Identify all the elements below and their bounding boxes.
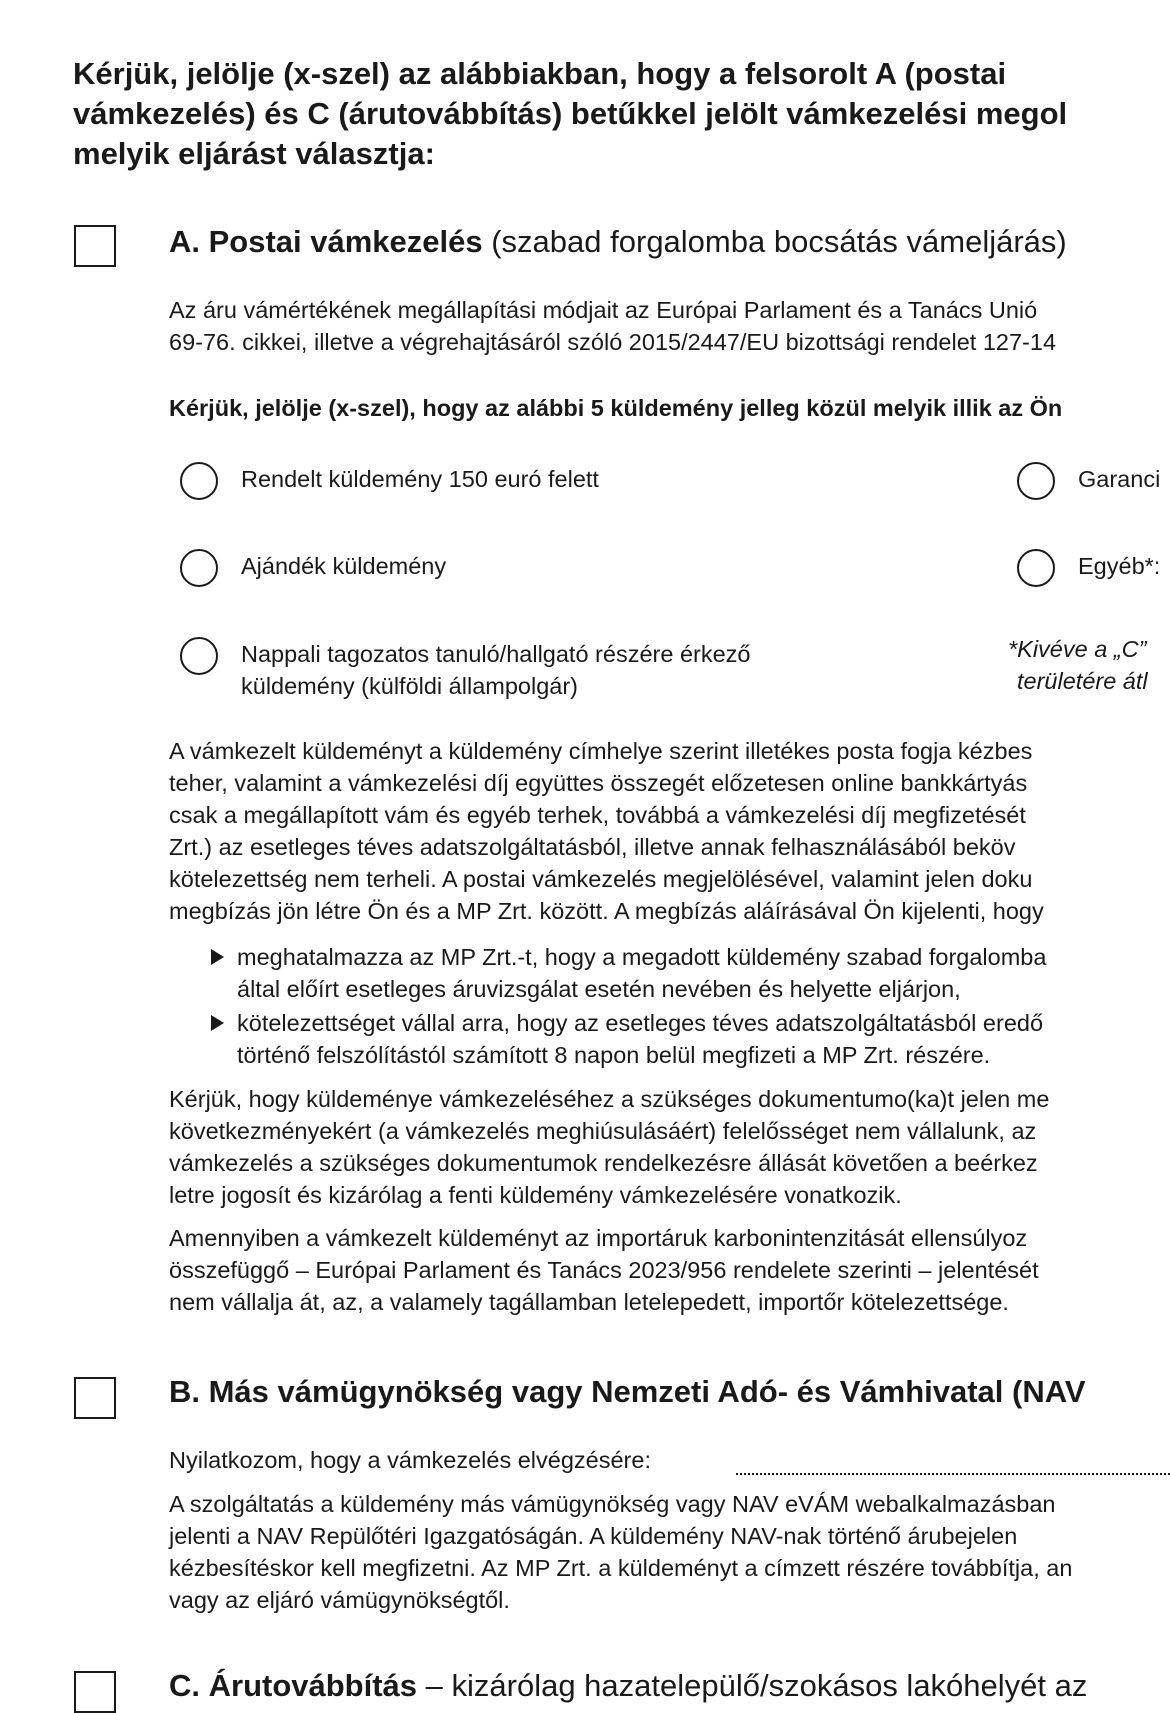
section-c-title-rest: – kizárólag hazatelepülő/szokásos lakóhelyét az xyxy=(417,1668,1088,1703)
option-student-label xyxy=(241,638,750,702)
option-ordered-shipment-label: Rendelt küldemény 150 euró felett xyxy=(241,466,599,492)
section-c-title-bold: C. Árutovábbítás xyxy=(169,1668,418,1703)
section-b-paragraph xyxy=(169,1488,1072,1616)
text-line: Kérjük, hogy küldeménye vámkezeléséhez a szükséges dokumentumo(ka)t jelen me xyxy=(169,1086,1050,1112)
option-guarantee-radio[interactable] xyxy=(1017,462,1055,500)
text-line: *Kivéve a „C” xyxy=(1008,636,1147,662)
intro-heading xyxy=(73,54,1067,174)
text-line: kötelezettség nem terheli. A postai vámkezelés megjelölésével, valamint jelen doku xyxy=(169,866,1033,892)
text-line: kézbesítéskor kell megfizetni. Az MP Zrt. a küldeményt a címzett részére továbbítja, an xyxy=(169,1555,1073,1581)
section-a-intro-paragraph xyxy=(169,294,1056,358)
text-line: vagy az eljáró vámügynökségtől. xyxy=(169,1587,510,1613)
bullet-item-2 xyxy=(237,1007,1043,1071)
text-line: megbízás jön létre Ön és a MP Zrt. között. A megbízás aláírásával Ön kijelenti, hogy xyxy=(169,898,1044,924)
section-a-question: Kérjük, jelölje (x-szel), hogy az alábbi 5 küldemény jelleg közül melyik illik az Ön xyxy=(169,395,1063,421)
option-ordered-shipment-radio[interactable] xyxy=(180,462,218,500)
text-line: kötelezettséget vállal arra, hogy az esetleges téves adatszolgáltatásból eredő xyxy=(237,1010,1044,1036)
text-line: meghatalmazza az MP Zrt.-t, hogy a megadott küldemény szabad forgalomba xyxy=(237,944,1047,970)
section-a-title-bold: A. Postai vámkezelés xyxy=(169,224,483,259)
option-gift-label: Ajándék küldemény xyxy=(241,553,447,579)
text-line: Zrt.) az esetleges téves adatszolgáltatásból, illetve annak felhasználásából beköv xyxy=(169,834,1016,860)
bullet-item-1 xyxy=(237,941,1046,1005)
text-line: A szolgáltatás a küldemény más vámügynökség vagy NAV eVÁM webalkalmazásban xyxy=(169,1491,1056,1517)
text-line: következményekért (a vámkezelés meghiúsulásáért) felelősséget nem vállalunk, az xyxy=(169,1118,1037,1144)
option-guarantee-label: Garanci xyxy=(1078,466,1161,492)
text-line: A vámkezelt küldeményt a küldemény címhelye szerint illetékes posta fogja kézbes xyxy=(169,738,1033,764)
section-c-checkbox[interactable] xyxy=(74,1671,116,1713)
text-line: által előírt esetleges áruvizsgálat esetén nevében és helyette eljárjon, xyxy=(237,976,961,1002)
text-line: jelenti a NAV Repülőtéri Igazgatóságán. A küldemény NAV-nak történő árubejelen xyxy=(169,1523,1018,1549)
section-b-checkbox[interactable] xyxy=(74,1377,116,1419)
declaration-input-line[interactable] xyxy=(736,1473,1170,1475)
text-line: Nappali tagozatos tanuló/hallgató részére érkező xyxy=(241,641,751,667)
section-c-title xyxy=(169,1666,1087,1706)
section-b-title: B. Más vámügynökség vagy Nemzeti Adó- és Vámhivatal (NAV xyxy=(169,1374,1086,1409)
option-other-label: Egyéb*: xyxy=(1078,553,1161,579)
text-line: teher, valamint a vámkezelési díj együttes összegét előzetesen online bankkártyás xyxy=(169,770,1028,796)
section-a-paragraph-4 xyxy=(169,1222,1039,1318)
intro-line-3: melyik eljárást választja: xyxy=(73,136,435,171)
intro-line-2: vámkezelés) és C (árutovábbítás) betűkkel jelölt vámkezelési megol xyxy=(73,96,1068,131)
text-line: nem vállalja át, az, a valamely tagállamban letelepedett, importőr kötelezettsége. xyxy=(169,1289,1009,1315)
option-other-radio[interactable] xyxy=(1017,549,1055,587)
section-a-paragraph-3 xyxy=(169,1083,1049,1211)
text-line: történő felszólítástól számított 8 napon belül megfizeti a MP Zrt. részére. xyxy=(237,1042,991,1068)
option-student-radio[interactable] xyxy=(180,637,218,675)
bullet-arrow-icon xyxy=(211,949,224,965)
section-a-paragraph-2 xyxy=(169,735,1044,927)
text-line: csak a megállapított vám és egyéb terhek, továbbá a vámkezelési díj megfizetését xyxy=(169,802,1026,828)
section-a-title xyxy=(169,222,1067,262)
text-line: letre jogosít és kizárólag a fenti küldemény vámkezelésére vonatkozik. xyxy=(169,1182,902,1208)
text-line: összefüggő – Európai Parlament és Tanács 2023/956 rendelete szerinti – jelentését xyxy=(169,1257,1039,1283)
option-gift-radio[interactable] xyxy=(180,549,218,587)
section-b-declaration: Nyilatkozom, hogy a vámkezelés elvégzésére: xyxy=(169,1447,651,1473)
section-a-title-rest: (szabad forgalomba bocsátás vámeljárás) xyxy=(482,224,1067,259)
bullet-arrow-icon xyxy=(211,1015,224,1031)
intro-line-1: Kérjük, jelölje (x-szel) az alábbiakban, hogy a felsorolt A (postai xyxy=(73,56,1007,91)
section-a-checkbox[interactable] xyxy=(74,225,116,267)
option-footnote xyxy=(1008,633,1148,697)
text-line: 69-76. cikkei, illetve a végrehajtásáról szóló 2015/2447/EU bizottsági rendelet 127-14 xyxy=(169,329,1057,355)
text-line: Amennyiben a vámkezelt küldeményt az importáruk karbonintenzitását ellensúlyoz xyxy=(169,1225,1028,1251)
text-line: küldemény (külföldi állampolgár) xyxy=(241,673,578,699)
text-line: vámkezelés a szükséges dokumentumok rendelkezésre állását követően a beérkez xyxy=(169,1150,1038,1176)
text-line: területére átl xyxy=(1017,668,1148,694)
text-line: Az áru vámértékének megállapítási módjait az Európai Parlament és a Tanács Unió xyxy=(169,297,1038,323)
